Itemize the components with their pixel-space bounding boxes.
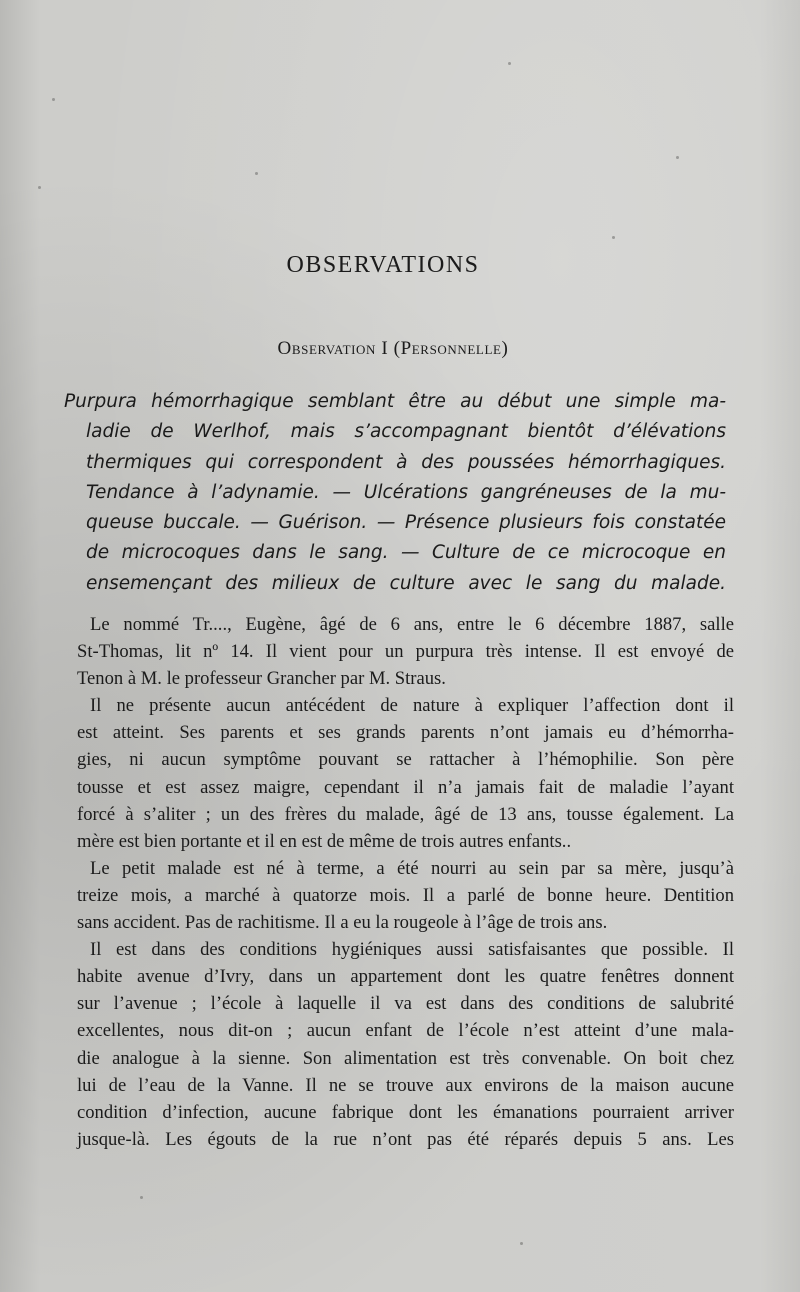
body-line: Il ne présente aucun antécédent de nature à expliquer l’affection dont il xyxy=(90,695,734,717)
summary-line: Tendance à l’adynamie. — Ulcérations gangréneuses de la mu- xyxy=(86,481,726,503)
body-line: Il est dans des conditions hygiéniques aussi satisfaisantes que possible. Il xyxy=(90,939,734,961)
body-line: jusque-là. Les égouts de la rue n’ont pas été réparés depuis 5 ans. Les xyxy=(77,1128,734,1150)
body-line: St-Thomas, lit nº 14. Il vient pour un purpura très intense. Il est envoyé de xyxy=(77,641,734,663)
summary-line: ladie de Werlhof, mais s’accompagnant bientôt d’élévations xyxy=(86,421,726,443)
body-line: habite avenue d’Ivry, dans un appartement dont les quatre fenêtres donnent xyxy=(77,966,734,988)
body-line: Le petit malade est né à terme, a été nourri au sein par sa mère, jusqu’à xyxy=(90,857,734,879)
paper-speck xyxy=(612,236,615,239)
observation-body xyxy=(77,611,734,1153)
body-line: Tenon à M. le professeur Grancher par M. Straus. xyxy=(77,668,446,690)
body-line: est atteint. Ses parents et ses grands parents n’ont jamais eu d’hémorrha- xyxy=(77,722,734,744)
body-line: Le nommé Tr...., Eugène, âgé de 6 ans, entre le 6 décembre 1887, salle xyxy=(90,614,734,635)
body-line: sans accident. Pas de rachitisme. Il a eu la rougeole à l’âge de trois ans. xyxy=(77,912,608,934)
body-line: treize mois, a marché à quatorze mois. Il a parlé de bonne heure. Dentition xyxy=(77,884,734,906)
body-line: forcé à s’aliter ; un des frères du malade, âgé de 13 ans, tousse également. La xyxy=(77,803,734,825)
summary-line: de microcoques dans le sang. — Culture de ce microcoque en xyxy=(86,542,726,564)
paper-speck xyxy=(508,62,511,65)
body-line: sur l’avenue ; l’école à laquelle il va est dans des conditions de salubrité xyxy=(77,993,734,1015)
paper-speck xyxy=(140,1196,143,1199)
body-line: die analogue à la sienne. Son alimentation est très convenable. On boit chez xyxy=(77,1047,734,1069)
paper-speck xyxy=(255,172,258,175)
paper-speck xyxy=(52,98,55,101)
body-line: tousse et est assez maigre, cependant il n’a jamais fait de maladie l’ayant xyxy=(77,776,734,798)
body-line: excellentes, nous dit-on ; aucun enfant de l’école n’est atteint d’une mala- xyxy=(77,1020,734,1042)
summary-line: Purpura hémorrhagique semblant être au début une simple ma- xyxy=(64,391,726,412)
paper-speck xyxy=(520,1242,523,1245)
body-line: gies, ni aucun symptôme pouvant se rattacher à l’hémophilie. Son père xyxy=(77,749,734,771)
summary-line: thermiques qui correspondent à des poussées hémorrhagiques. xyxy=(86,451,726,473)
observation-subtitle: Observation I (Personnelle) xyxy=(277,338,509,359)
body-line: mère est bien portante et il en est de même de trois autres enfants.. xyxy=(77,830,572,852)
body-line: condition d’infection, aucune fabrique dont les émanations pourraient arriver xyxy=(77,1101,734,1123)
summary-line: queuse buccale. — Guérison. — Présence plusieurs fois constatée xyxy=(86,512,726,534)
page-title: OBSERVATIONS xyxy=(286,252,480,278)
observation-summary xyxy=(64,387,726,599)
summary-line: ensemençant des milieux de culture avec le sang du malade. xyxy=(86,572,726,594)
body-line: lui de l’eau de la Vanne. Il ne se trouve aux environs de la maison aucune xyxy=(77,1074,734,1096)
paper-speck xyxy=(676,156,679,159)
paper-speck xyxy=(38,186,41,189)
